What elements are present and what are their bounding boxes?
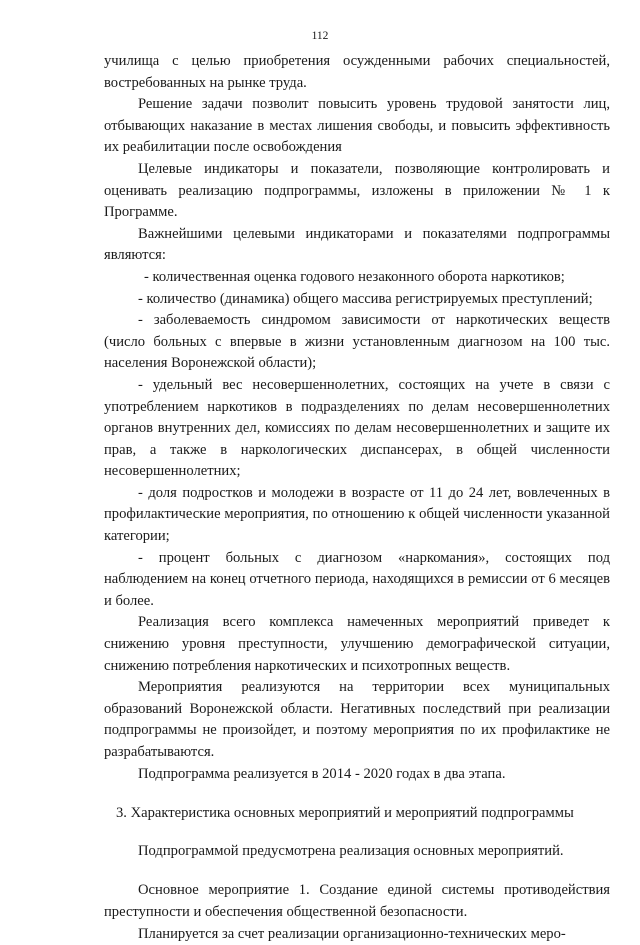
paragraph-main-event-1: Основное мероприятие 1. Создание единой системы противодействия преступности и обеспечения общественной безопасности. (104, 882, 610, 920)
paragraph-funding-plan: Планируется за счет реализации организационно-технических меро- (138, 925, 566, 942)
page-number: 112 (311, 30, 329, 42)
list-item-addiction-incidence: - заболеваемость синдромом зависимости от наркотических веществ (число больных с впервые в жизни установленным диагнозом на 100 тыс. населения Воронежской области); (104, 312, 610, 372)
paragraph-continuation: училища с целью приобретения осужденными рабочих специальностей, востребованных на рынке труда. (104, 53, 610, 91)
paragraph-territory: Мероприятия реализуются на территории всех муниципальных образований Воронежской области. Негативных последствий при реализации подпрограммы не произойдет, и поэтому мероприятия по их профилактике не разрабатываются. (104, 679, 610, 760)
section-heading: 3. Характеристика основных мероприятий и мероприятий подпрограммы (116, 805, 574, 822)
list-item-youth-share: - доля подростков и молодежи в возрасте от 11 до 24 лет, вовлеченных в профилактические мероприятия, по отношению к общей численности указанной категории; (104, 484, 610, 545)
paragraph-key-indicators-intro: Важнейшими целевыми индикаторами и показателями подпрограммы являются: (104, 225, 610, 264)
paragraph-task-solution: Решение задачи позволит повысить уровень трудовой занятости лиц, отбывающих наказание в местах лишения свободы, и повысить эффективность их реабилитации после освобождения (104, 96, 610, 156)
document-body (104, 51, 610, 945)
list-item-crime-count: - количество (динамика) общего массива регистрируемых преступлений; (138, 290, 593, 307)
list-item-remission-percent: - процент больных с диагнозом «наркомания», состоящих под наблюдением на конец отчетного периода, находящихся в ремиссии от 6 месяцев и более. (104, 549, 610, 609)
paragraph-timeline: Подпрограмма реализуется в 2014 - 2020 годах в два этапа. (138, 765, 506, 782)
list-item-minors-share: - удельный вес несовершеннолетних, состоящих на учете в связи с употреблением наркотиков в подразделениях по делам несовершеннолетних органов внутренних дел, комиссиях по делам несовершеннолетних и защите их прав, а также в наркологических диспансерах, в общей численности несовершеннолетних; (104, 376, 610, 480)
paragraph-section-intro: Подпрограммой предусмотрена реализация основных мероприятий. (138, 842, 564, 859)
paragraph-target-indicators: Целевые индикаторы и показатели, позволяющие контролировать и оценивать реализацию подпрограммы, изложены в приложении № 1 к Программе. (104, 160, 610, 221)
paragraph-expected-results: Реализация всего комплекса намеченных мероприятий приведет к снижению уровня преступности, улучшению демографической ситуации, снижению потребления наркотических и психотропных веществ. (104, 614, 610, 674)
list-item-drug-turnover: - количественная оценка годового незаконного оборота наркотиков; (144, 268, 565, 285)
